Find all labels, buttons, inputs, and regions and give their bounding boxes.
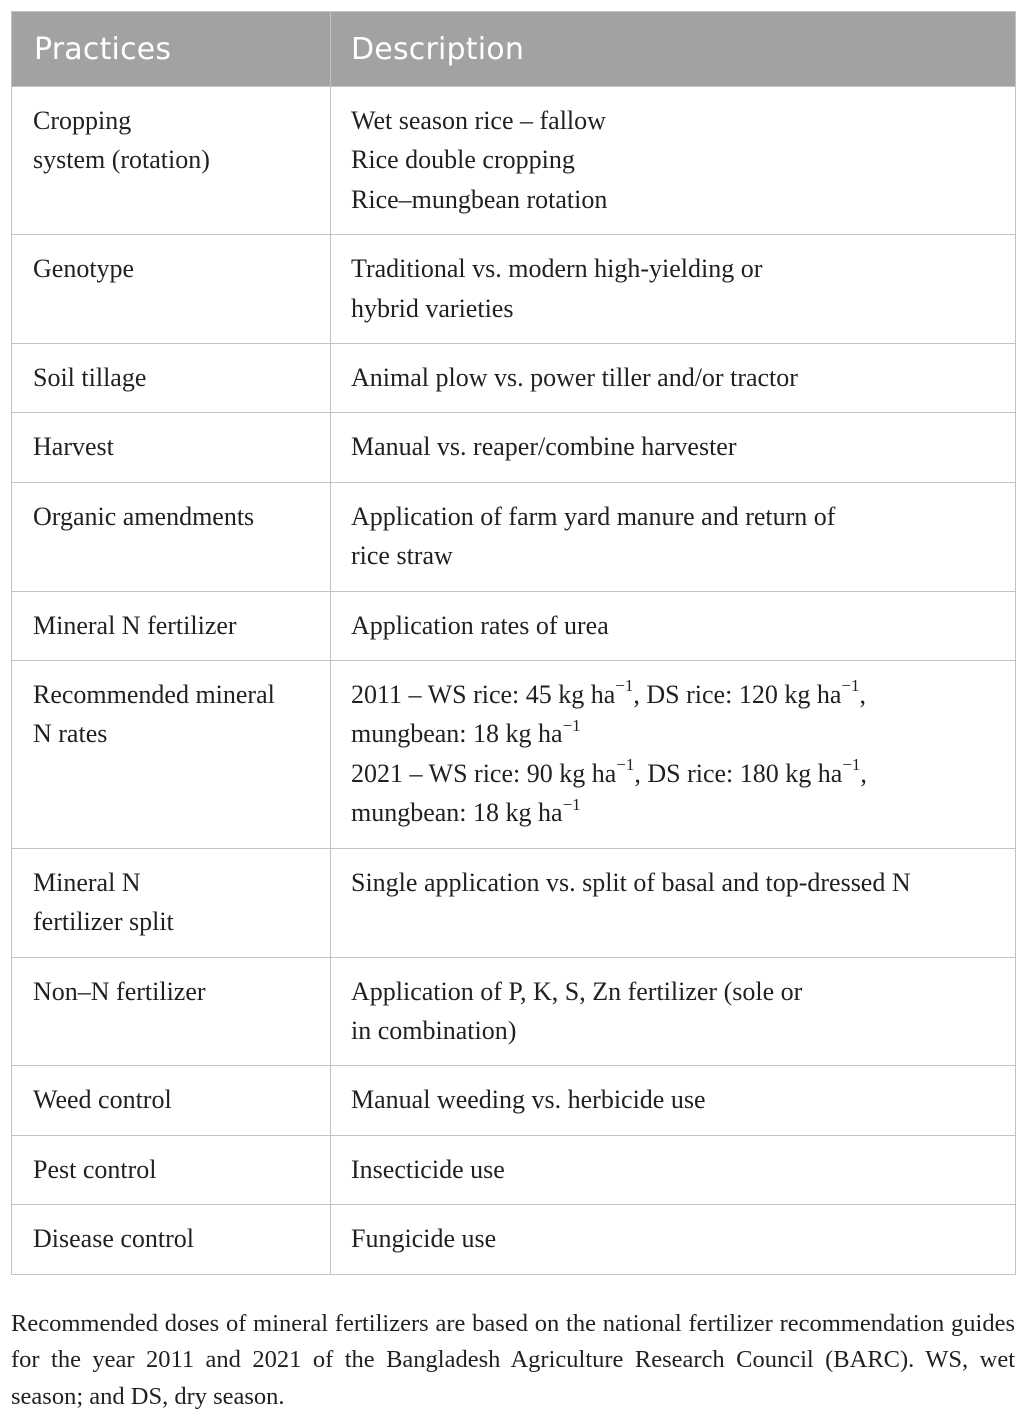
practice-cell bbox=[12, 591, 331, 660]
description-cell bbox=[331, 235, 1016, 344]
description-text: Fungicide use bbox=[351, 1219, 975, 1258]
description-cell bbox=[331, 848, 1016, 957]
description-cell bbox=[331, 482, 1016, 591]
header-practices: Practices bbox=[12, 12, 331, 87]
description-cell bbox=[331, 1135, 1016, 1204]
description-text: Traditional vs. modern high-yielding or bbox=[351, 249, 975, 288]
practice-cell bbox=[12, 87, 331, 235]
practice-text: Weed control bbox=[33, 1080, 320, 1119]
description-cell bbox=[331, 87, 1016, 235]
practice-text: N rates bbox=[33, 714, 320, 753]
practice-cell bbox=[12, 235, 331, 344]
description-text: Application of farm yard manure and return of bbox=[351, 497, 975, 536]
practice-text: system (rotation) bbox=[33, 140, 320, 179]
superscript: −1 bbox=[842, 755, 860, 774]
practice-cell bbox=[12, 957, 331, 1066]
practice-text: Mineral N fertilizer bbox=[33, 606, 320, 645]
table-row bbox=[12, 1135, 1016, 1204]
superscript: −1 bbox=[563, 716, 581, 735]
description-text: rice straw bbox=[351, 536, 975, 575]
description-text: Wet season rice – fallow bbox=[351, 101, 975, 140]
description-text: Insecticide use bbox=[351, 1150, 975, 1189]
practices-table-container bbox=[11, 11, 1015, 1275]
practice-cell bbox=[12, 1205, 331, 1274]
table-row bbox=[12, 1066, 1016, 1135]
table-row bbox=[12, 344, 1016, 413]
table-row bbox=[12, 1205, 1016, 1274]
practice-text: Disease control bbox=[33, 1219, 320, 1258]
table-row bbox=[12, 661, 1016, 849]
practice-text: Pest control bbox=[33, 1150, 320, 1189]
practice-cell bbox=[12, 413, 331, 482]
practice-text: fertilizer split bbox=[33, 902, 320, 941]
description-cell bbox=[331, 413, 1016, 482]
description-cell bbox=[331, 1066, 1016, 1135]
description-text: Manual vs. reaper/combine harvester bbox=[351, 427, 975, 466]
description-text: Application rates of urea bbox=[351, 606, 975, 645]
practice-text: Genotype bbox=[33, 249, 320, 288]
practice-text: Non–N fertilizer bbox=[33, 972, 320, 1011]
description-text: in combination) bbox=[351, 1011, 975, 1050]
description-cell bbox=[331, 344, 1016, 413]
rate-line-2021-rice: 2021 – WS rice: 90 kg $ha^{-1}$, DS rice: 180 kg $ha^{-1}$, bbox=[351, 754, 975, 793]
superscript: −1 bbox=[615, 676, 633, 695]
description-text: Animal plow vs. power tiller and/or tractor bbox=[351, 358, 975, 397]
superscript: −1 bbox=[563, 795, 581, 814]
table-row bbox=[12, 413, 1016, 482]
table-row bbox=[12, 591, 1016, 660]
practice-cell bbox=[12, 1135, 331, 1204]
practices-table bbox=[11, 11, 1016, 1275]
description-text: hybrid varieties bbox=[351, 289, 975, 328]
table-header-row bbox=[12, 12, 1016, 87]
description-text: Manual weeding vs. herbicide use bbox=[351, 1080, 975, 1119]
practice-text: Mineral N bbox=[33, 863, 320, 902]
practice-text: Soil tillage bbox=[33, 358, 320, 397]
description-cell bbox=[331, 591, 1016, 660]
description-cell bbox=[331, 661, 1016, 849]
practice-text: Recommended mineral bbox=[33, 675, 320, 714]
table-row bbox=[12, 235, 1016, 344]
description-text: Application of P, K, S, Zn fertilizer (sole or bbox=[351, 972, 975, 1011]
table-row bbox=[12, 957, 1016, 1066]
description-cell bbox=[331, 957, 1016, 1066]
practice-text: Cropping bbox=[33, 101, 320, 140]
practice-cell bbox=[12, 1066, 331, 1135]
table-row bbox=[12, 87, 1016, 235]
description-text: Single application vs. split of basal and top-dressed N bbox=[351, 863, 1005, 902]
table-footnote: Recommended doses of mineral fertilizers are based on the national fertilizer recommendation guides for the year 2011 and 2021 of the Bangladesh Agriculture Research Council (BARC). WS, wet season; and DS, dry season. bbox=[11, 1306, 1015, 1415]
description-text: Rice double cropping bbox=[351, 140, 975, 179]
practice-cell bbox=[12, 848, 331, 957]
rate-line-2021-mungbean: mungbean: 18 kg $ha^{-1}$ bbox=[351, 793, 975, 832]
practice-cell bbox=[12, 661, 331, 849]
practice-text: Organic amendments bbox=[33, 497, 320, 536]
practice-text: Harvest bbox=[33, 427, 320, 466]
table-row bbox=[12, 848, 1016, 957]
practice-cell bbox=[12, 344, 331, 413]
table-row bbox=[12, 482, 1016, 591]
practice-cell bbox=[12, 482, 331, 591]
superscript: −1 bbox=[616, 755, 634, 774]
rate-line-2011-rice: 2011 – WS rice: 45 kg $ha^{-1}$, DS rice: 120 kg $ha^{-1}$, bbox=[351, 675, 975, 714]
description-text: Rice–mungbean rotation bbox=[351, 180, 975, 219]
rate-line-2011-mungbean: mungbean: 18 kg $ha^{-1}$ bbox=[351, 714, 975, 753]
description-cell bbox=[331, 1205, 1016, 1274]
header-description: Description bbox=[331, 12, 1016, 87]
superscript: −1 bbox=[841, 676, 859, 695]
